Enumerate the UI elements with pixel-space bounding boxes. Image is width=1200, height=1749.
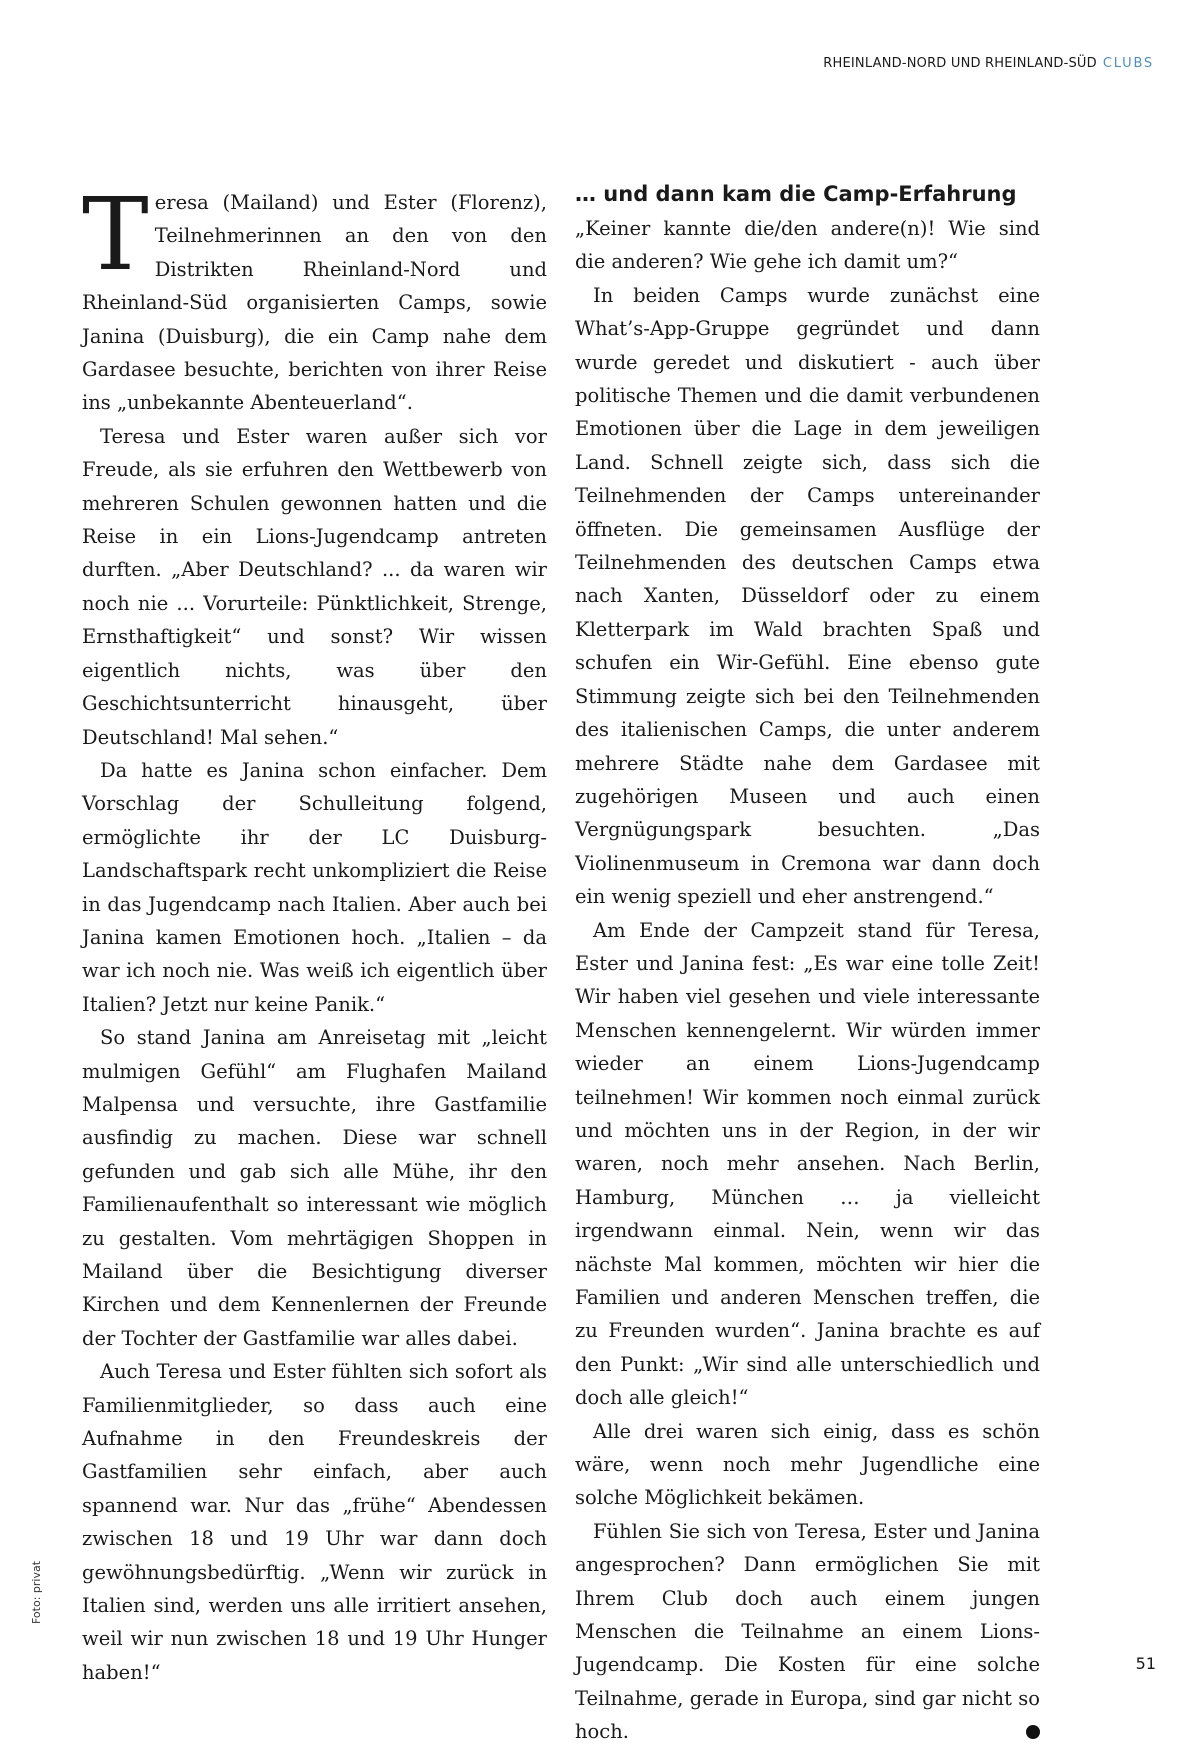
left-column	[82, 176, 547, 1689]
body-paragraph: So stand Janina am Anreisetag mit „leicht mulmigen Gefühl“ am Flughafen Mailand Malpensa und versuchte, ihre Gastfamilie ausfindig zu machen. Diese war schnell gefunden und gab sich alle Mühe, ihr den Familienaufenthalt so interessant wie möglich zu gestalten. Vom mehrtägigen Shoppen in Mailand über die Besichtigung diverser Kirchen und dem Kennenlernen der Freunde der Tochter der Gastfamilie war alles dabei.	[82, 1026, 547, 1350]
intro-text: eresa (Mailand) und Ester (Florenz), Teilnehmerinnen an den von den Distrikten Rheinland-Nord und Rheinland-Süd organisierten Camps, sowie Janina (Duisburg), die ein Camp nahe dem Gardasee besuchte, berichten von ihrer Reise ins „unbekannte Abenteuerland“.	[82, 191, 547, 415]
running-header	[823, 56, 1154, 71]
photo-credit: Foto: privat	[30, 1560, 43, 1624]
body-paragraph: Auch Teresa und Ester fühlten sich sofort als Familienmitglieder, so dass auch eine Aufnahme in den Freundeskreis der Gastfamilien sehr einfach, aber auch spannend war. Nur das „frühe“ Abendessen zwischen 18 und 19 Uhr war dann doch gewöhnungsbedürftig. „Wenn wir zurück in Italien sind, werden uns alle irritiert ansehen, weil wir nun zwischen 18 und 19 Uhr Hunger haben!“	[82, 1360, 547, 1684]
intro-paragraph	[82, 176, 547, 420]
body-paragraph: Alle drei waren sich einig, dass es schön wäre, wenn noch mehr Jugendliche eine solche Möglichkeit bekämen.	[575, 1419, 1040, 1510]
body-paragraph: „Keiner kannte die/den andere(n)! Wie sind die anderen? Wie gehe ich damit um?“	[575, 217, 1040, 274]
final-paragraph	[575, 1515, 1050, 1749]
lions-end-mark-icon: L	[1026, 1725, 1040, 1739]
section-subheading: … und dann kam die Camp-Erfahrung	[575, 182, 1017, 206]
header-category: CLUBS	[1102, 56, 1154, 71]
body-paragraph: Teresa und Ester waren außer sich vor Freude, als sie erfuhren den Wettbewerb von mehreren Schulen gewonnen hatten und die Reise in ein Lions-Jugendcamp antreten durften. „Aber Deutschland? ... da waren wir noch nie ... Vorurteile: Pünktlichkeit, Strenge, Ernsthaftigkeit“ und sonst? Wir wissen eigentlich nichts, was über den Geschichtsunterricht hinausgeht, über Deutschland! Mal sehen.“	[82, 424, 547, 749]
right-column	[575, 182, 1050, 1749]
body-paragraph: Da hatte es Janina schon einfacher. Dem Vorschlag der Schulleitung folgend, ermöglichte ihr der LC Duisburg-Landschaftspark recht unkompliziert die Reise in das Jugendcamp nach Italien. Aber auch bei Janina kamen Emotionen hoch. „Italien – da war ich noch nie. Was weiß ich eigentlich über Italien? Jetzt nur keine Panik.“	[82, 758, 547, 1016]
drop-cap: T	[82, 176, 149, 293]
header-section: RHEINLAND-NORD UND RHEINLAND-SÜD	[823, 56, 1097, 71]
body-paragraph: Am Ende der Campzeit stand für Teresa, Ester und Janina fest: „Es war eine tolle Zeit! Wir haben viel gesehen und viele interessante Menschen kennengelernt. Wir würden immer wieder an einem Lions-Jugendcamp teilnehmen! Wir kommen noch einmal zurück und möchten uns in der Region, in der wir waren, noch mehr ansehen. Nach Berlin, Hamburg, München … ja vielleicht irgendwann einmal. Nein, wenn wir das nächste Mal kommen, möchten wir hier die Familien und anderen Menschen treffen, die zu Freunden wurden“. Janina brachte es auf den Punkt: „Wir sind alle unterschiedlich und doch alle gleich!“	[575, 918, 1040, 1410]
final-paragraph-text: Fühlen Sie sich von Teresa, Ester und Janina angesprochen? Dann ermöglichen Sie mit Ihrem Club doch auch einem jungen Menschen die Teilnahme an einem Lions-Jugendcamp. Die Kosten für eine solche Teilnahme, gerade in Europa, sind gar nicht so hoch.	[575, 1519, 1040, 1744]
body-paragraph: In beiden Camps wurde zunächst eine What’s-App-Gruppe gegründet und dann wurde geredet und diskutiert - auch über politische Themen und die damit verbundenen Emotionen über die Lage in dem jeweiligen Land. Schnell zeigte sich, dass sich die Teilnehmenden der Camps untereinander öffneten. Die gemeinsamen Ausflüge der Teilnehmenden des deutschen Camps etwa nach Xanten, Düsseldorf oder zu einem Kletterpark im Wald brachten Spaß und schufen ein Wir-Gefühl. Eine ebenso gute Stimmung zeigte sich bei den Teilnehmenden des italienischen Camps, die unter anderem mehrere Städte nahe dem Gardasee mit zugehörigen Museen und auch einen Vergnügungspark besuchten. „Das Violinenmuseum in Cremona war dann doch ein wenig speziell und eher anstrengend.“	[575, 283, 1040, 909]
page-number: 51	[1135, 1654, 1156, 1673]
